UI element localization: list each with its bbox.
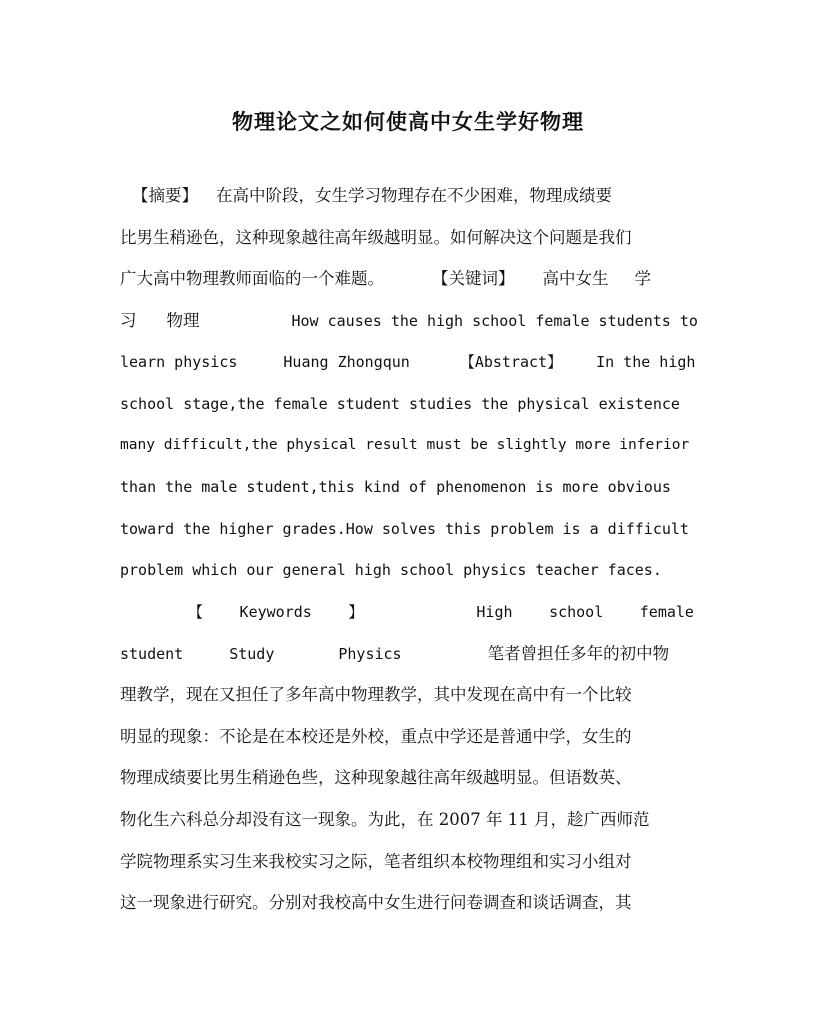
text-line [120, 682, 700, 708]
author-name: Huang Zhongqun [283, 353, 410, 371]
text-line [120, 474, 700, 500]
text-line [120, 849, 700, 875]
keyword: Study [229, 645, 275, 663]
keywords-bracket: 【 [188, 603, 204, 621]
text-segment: 在高中阶段，女生学习物理存在不少困难，物理成绩要 [216, 186, 612, 205]
text-segment: In the high [596, 353, 696, 371]
text-line [120, 391, 700, 417]
text-line [120, 308, 720, 334]
text-line [120, 890, 700, 916]
text-line [120, 516, 700, 542]
keyword: student [120, 645, 184, 663]
text-segment: 物理成绩要比男生稍逊色些，这种现象越往高年级越明显。但语数英、 [120, 768, 632, 787]
text-segment: 比男生稍逊色，这种现象越往高年级越明显。如何解决这个问题是我们 [120, 228, 632, 247]
text-line [120, 641, 698, 667]
keywords-label-cn: 【关键词】 [432, 269, 515, 288]
text-line [120, 432, 700, 458]
keyword: 物理 [166, 311, 200, 330]
text-segment: 广大高中物理教师面临的一个难题。 [120, 269, 384, 288]
keyword: 习 [120, 311, 137, 330]
text-line [120, 349, 700, 375]
text-segment: than the male student,this kind of phenomenon is more obvious [120, 478, 671, 496]
keyword: 学 [634, 269, 651, 288]
text-segment: 学院物理系实习生来我校实习之际，笔者组织本校物理组和实习小组对 [120, 852, 632, 871]
text-segment: 笔者曾担任多年的初中物 [487, 644, 670, 663]
english-title: How causes the high school female students to [291, 312, 698, 330]
text-line [120, 266, 700, 292]
text-segment: toward the higher grades.How solves this problem is a difficult [120, 520, 689, 538]
abstract-label-en: 【Abstract】 [459, 353, 563, 371]
document-title: 物理论文之如何使高中女生学好物理 [232, 109, 584, 134]
keyword: Physics [338, 645, 402, 663]
text-line [120, 557, 700, 583]
text-segment: 物化生六科总分却没有这一现象。为此，在 2007 年 11 月，趁广西师范 [120, 810, 650, 829]
text-line [132, 183, 700, 209]
keyword: 高中女生 [542, 269, 609, 288]
keyword: female [639, 603, 694, 621]
keywords-bracket: 】 [348, 603, 364, 621]
text-line [120, 765, 700, 791]
english-title: learn physics [120, 353, 238, 371]
text-line [120, 724, 700, 750]
text-line [188, 599, 694, 625]
text-segment: 明显的现象：不论是在本校还是外校，重点中学还是普通中学，女生的 [120, 727, 632, 746]
text-segment: many difficult,the physical result must be slightly more inferior [120, 436, 690, 453]
text-line [120, 807, 700, 833]
text-segment: problem which our general high school physics teacher faces. [120, 561, 662, 579]
abstract-label-cn: 【摘要】 [132, 186, 198, 205]
text-line [120, 225, 700, 251]
keywords-label-en: Keywords [239, 603, 312, 621]
keyword: school [549, 603, 604, 621]
text-segment: school stage,the female student studies the physical existence [120, 395, 680, 413]
text-segment: 理教学，现在又担任了多年高中物理教学，其中发现在高中有一个比较 [120, 685, 632, 704]
text-segment: 这一现象进行研究。分别对我校高中女生进行问卷调查和谈话调查，其 [120, 893, 632, 912]
keyword: High [476, 603, 513, 621]
